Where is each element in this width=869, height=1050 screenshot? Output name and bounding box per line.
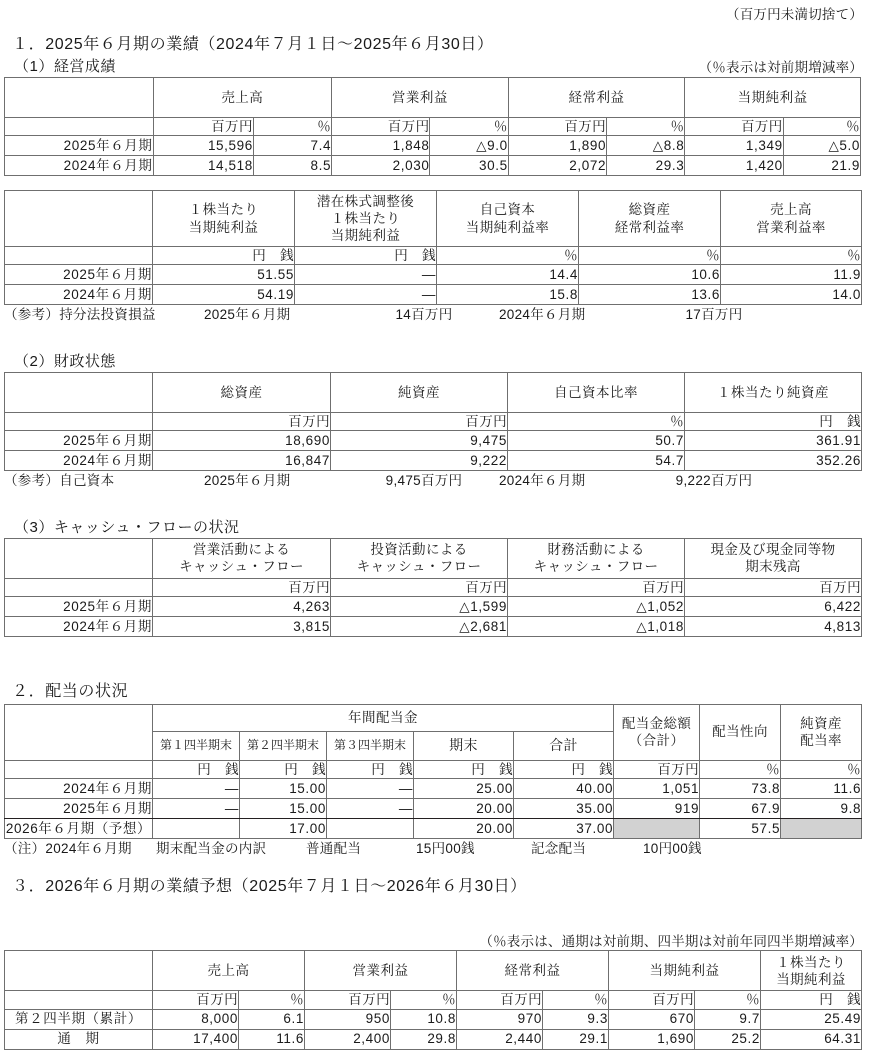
header-total-assets: 総資産 xyxy=(153,373,331,413)
header-line: 現金及び現金同等物 xyxy=(710,542,836,558)
spacer xyxy=(0,899,869,933)
cell-value: 6,422 xyxy=(685,597,862,617)
header-line: 自己資本 xyxy=(479,202,536,218)
table-row-units xyxy=(5,991,862,1009)
unit-cell: 百万円 xyxy=(153,991,239,1009)
cell-value xyxy=(327,818,414,838)
section-1-2-title: （2）財政状態 xyxy=(14,353,116,371)
unit-cell: 百万円 xyxy=(153,413,331,431)
spacer xyxy=(0,491,869,517)
row-label: 2024年６月期 xyxy=(5,617,153,637)
unit-cell: ％ xyxy=(695,991,761,1009)
unit-cell: ％ xyxy=(781,760,862,778)
reference-period-2: 2024年６月期 xyxy=(499,307,586,323)
cell-value: 670 xyxy=(609,1009,695,1029)
header-investing-cash-flow xyxy=(331,538,508,578)
cell-value: 1,690 xyxy=(609,1029,695,1049)
cell-value: 35.00 xyxy=(514,798,614,818)
cell-value: 8,000 xyxy=(153,1009,239,1029)
cell-value: 950 xyxy=(305,1009,391,1029)
header-ordinary-income: 経常利益 xyxy=(457,951,609,991)
table-row-header xyxy=(5,373,862,413)
cell-value: ― xyxy=(295,285,437,305)
unit-cell: 百万円 xyxy=(508,117,606,135)
cell-value: 25.2 xyxy=(695,1029,761,1049)
table-row-header xyxy=(5,191,862,247)
note-value-1: 15円00銭 xyxy=(416,840,475,856)
note-item-2: 記念配当 xyxy=(531,840,587,856)
cell-value: 7.4 xyxy=(253,136,331,156)
section-3-title: ３．2026年６月期の業績予想（2025年７月１日～2026年６月30日） xyxy=(12,878,527,896)
table-row xyxy=(5,136,861,156)
financial-position-table xyxy=(4,372,862,471)
table-row-units xyxy=(5,117,861,135)
header-line: 配当率 xyxy=(800,733,842,749)
cell-value: 361.91 xyxy=(685,431,862,451)
row-label: 2025年６月期 xyxy=(5,597,153,617)
header-ordinary-income: 経常利益 xyxy=(508,77,685,117)
cell-value: 1,848 xyxy=(332,136,430,156)
header-line: （合計） xyxy=(628,733,685,749)
cell-value-shaded xyxy=(614,818,700,838)
unit-cell: ％ xyxy=(700,760,781,778)
cell-value-shaded xyxy=(781,818,862,838)
unit-corner xyxy=(5,760,153,778)
spacer xyxy=(0,858,869,876)
corner-cell xyxy=(5,191,153,247)
unit-cell: ％ xyxy=(721,247,862,265)
cell-value: 1,051 xyxy=(614,778,700,798)
header-line: 配当性向 xyxy=(712,724,768,740)
row-label: 2026年６月期（予想） xyxy=(5,818,153,838)
cell-value: 15.00 xyxy=(240,798,327,818)
table-row xyxy=(5,798,862,818)
unit-cell: 円 銭 xyxy=(153,760,240,778)
unit-corner xyxy=(5,117,154,135)
cell-value: 64.31 xyxy=(761,1029,862,1049)
cell-value: 29.3 xyxy=(607,156,685,176)
row-label: 通 期 xyxy=(5,1029,153,1049)
cell-value: 919 xyxy=(614,798,700,818)
unit-cell: ％ xyxy=(437,247,579,265)
header-line: 営業活動による xyxy=(192,542,291,558)
unit-cell: ％ xyxy=(579,247,721,265)
reference-label: （参考）持分法投資損益 xyxy=(4,307,156,323)
cell-value: 2,400 xyxy=(305,1029,391,1049)
unit-cell: 百万円 xyxy=(331,578,508,596)
cell-value: 15,596 xyxy=(153,136,253,156)
cell-value: 54.19 xyxy=(153,285,295,305)
header-payout-ratio xyxy=(700,704,781,760)
subheader-q1-end: 第１四半期末 xyxy=(153,731,240,760)
header-line: キャッシュ・フロー xyxy=(533,559,659,575)
cell-value: 29.1 xyxy=(543,1029,609,1049)
cell-value: 15.00 xyxy=(240,778,327,798)
spacer xyxy=(0,325,869,351)
cell-value: 2,440 xyxy=(457,1029,543,1049)
section-3-note: （％表示は、通期は対前期、四半期は対前年同四半期増減率） xyxy=(479,933,863,949)
header-net-assets: 純資産 xyxy=(331,373,508,413)
cell-value: 11.9 xyxy=(721,265,862,285)
unit-cell: 円 銭 xyxy=(514,760,614,778)
cell-value: 25.00 xyxy=(414,778,514,798)
subheader-total: 合計 xyxy=(514,731,614,760)
header-line: １株当たり xyxy=(776,954,846,970)
header-total-dividends xyxy=(614,704,700,760)
cell-value: 1,420 xyxy=(685,156,783,176)
header-line: 財務活動による xyxy=(547,542,645,558)
unit-cell: 百万円 xyxy=(153,578,331,596)
header-operating-cash-flow xyxy=(153,538,331,578)
unit-cell: 百万円 xyxy=(614,760,700,778)
cell-value: 9.7 xyxy=(695,1009,761,1029)
cell-value: ― xyxy=(153,778,240,798)
cell-value: 14.4 xyxy=(437,265,579,285)
corner-cell xyxy=(5,373,153,413)
reference-label: （参考）自己資本 xyxy=(4,473,115,489)
cell-value: 3,815 xyxy=(153,617,331,637)
cell-value: 20.00 xyxy=(414,798,514,818)
table-row xyxy=(5,617,862,637)
header-eps xyxy=(153,191,295,247)
section-1-1-heading-row xyxy=(0,56,869,77)
row-label: 2024年６月期 xyxy=(5,778,153,798)
header-line: 潜在株式調整後 xyxy=(316,193,415,209)
unit-cell: 百万円 xyxy=(685,117,783,135)
cell-value: 67.9 xyxy=(700,798,781,818)
table-row-header xyxy=(5,538,862,578)
header-operating-income: 営業利益 xyxy=(305,951,457,991)
table-row-header-group xyxy=(5,704,862,731)
equity-method-reference xyxy=(0,305,869,325)
corner-cell xyxy=(5,538,153,578)
cash-flow-table xyxy=(4,538,862,637)
cell-value: 2,030 xyxy=(332,156,430,176)
table-row xyxy=(5,265,862,285)
cell-value: ― xyxy=(153,798,240,818)
header-line: １株当たり xyxy=(188,202,259,218)
row-label: 2025年６月期 xyxy=(5,798,153,818)
subheader-q2-end: 第２四半期末 xyxy=(240,731,327,760)
reference-period-2: 2024年６月期 xyxy=(499,473,586,489)
unit-cell: ％ xyxy=(430,117,508,135)
table-row-forecast xyxy=(5,818,862,838)
header-line: 配当金総額 xyxy=(621,715,692,731)
cell-value: 73.8 xyxy=(700,778,781,798)
table-row-units xyxy=(5,760,862,778)
cell-value: 29.8 xyxy=(391,1029,457,1049)
reference-value-1: 14百万円 xyxy=(395,307,453,323)
equity-reference xyxy=(0,471,869,491)
cell-value: 10.6 xyxy=(579,265,721,285)
cell-value: 14,518 xyxy=(153,156,253,176)
note-item-1: 普通配当 xyxy=(306,840,362,856)
cell-value: 54.7 xyxy=(508,451,685,471)
header-eps xyxy=(761,951,862,991)
cell-value: 15.8 xyxy=(437,285,579,305)
unit-cell: ％ xyxy=(391,991,457,1009)
cell-value: 37.00 xyxy=(514,818,614,838)
header-line: 純資産 xyxy=(800,715,842,731)
cell-value: 17.00 xyxy=(240,818,327,838)
cell-value: 1,349 xyxy=(685,136,783,156)
table-row xyxy=(5,1029,862,1049)
spacer xyxy=(0,637,869,681)
cell-value: 18,690 xyxy=(153,431,331,451)
unit-cell: ％ xyxy=(239,991,305,1009)
cell-value: 352.26 xyxy=(685,451,862,471)
note-description: 期末配当金の内訳 xyxy=(156,840,267,856)
header-roa xyxy=(579,191,721,247)
cell-value: 11.6 xyxy=(781,778,862,798)
unit-cell: 円 銭 xyxy=(240,760,327,778)
subheader-q3-end: 第３四半期末 xyxy=(327,731,414,760)
earnings-forecast-table xyxy=(4,950,862,1049)
unit-cell: 百万円 xyxy=(457,991,543,1009)
unit-cell: ％ xyxy=(783,117,860,135)
table-row xyxy=(5,1009,862,1029)
header-line: 総資産 xyxy=(628,202,671,218)
header-line: キャッシュ・フロー xyxy=(179,559,304,575)
dividend-note xyxy=(0,839,869,859)
section-1-1-note: （％表示は対前期増減率） xyxy=(698,60,863,76)
header-line: 経常利益率 xyxy=(614,219,685,235)
row-label: 第２四半期（累計） xyxy=(5,1009,153,1029)
row-label: 2024年６月期 xyxy=(5,156,154,176)
table-row-units xyxy=(5,578,862,596)
unit-cell: ％ xyxy=(508,413,685,431)
cell-value: 6.1 xyxy=(239,1009,305,1029)
unit-cell: 円 銭 xyxy=(295,247,437,265)
cell-value: △2,681 xyxy=(331,617,508,637)
header-net-income: 当期純利益 xyxy=(685,77,861,117)
unit-cell: 百万円 xyxy=(332,117,430,135)
unit-cell: 円 銭 xyxy=(327,760,414,778)
section-2-title: ２．配当の状況 xyxy=(12,683,129,701)
reference-value-1: 9,475百万円 xyxy=(385,473,463,489)
unit-cell: 円 銭 xyxy=(153,247,295,265)
cell-value: △5.0 xyxy=(783,136,860,156)
table-row-header xyxy=(5,77,861,117)
unit-cell: 百万円 xyxy=(609,991,695,1009)
table-row xyxy=(5,285,862,305)
header-bps: １株当たり純資産 xyxy=(685,373,862,413)
note-value-2: 10円00銭 xyxy=(643,840,702,856)
cell-value xyxy=(153,818,240,838)
cell-value: 9.8 xyxy=(781,798,862,818)
cell-value: △9.0 xyxy=(430,136,508,156)
header-roe xyxy=(437,191,579,247)
operating-results-table xyxy=(4,77,861,176)
unit-corner xyxy=(5,991,153,1009)
header-net-sales: 売上高 xyxy=(153,951,305,991)
table-row xyxy=(5,156,861,176)
cell-value: △1,052 xyxy=(508,597,685,617)
unit-cell: 百万円 xyxy=(685,578,862,596)
cell-value: 11.6 xyxy=(239,1029,305,1049)
header-line: 当期純利益 xyxy=(330,228,401,244)
header-line: 営業利益率 xyxy=(756,219,826,235)
unit-cell: 百万円 xyxy=(305,991,391,1009)
cell-value: ― xyxy=(327,798,414,818)
header-operating-income: 営業利益 xyxy=(332,77,509,117)
subheader-year-end: 期末 xyxy=(414,731,514,760)
cell-value: 2,072 xyxy=(508,156,606,176)
cell-value: 4,263 xyxy=(153,597,331,617)
cell-value: 21.9 xyxy=(783,156,860,176)
row-label: 2025年６月期 xyxy=(5,431,153,451)
header-line: 投資活動による xyxy=(370,542,468,558)
cell-value: 9.3 xyxy=(543,1009,609,1029)
cell-value: 1,890 xyxy=(508,136,606,156)
unit-cell: ％ xyxy=(607,117,685,135)
note-prefix: （注）2024年６月期 xyxy=(4,840,132,856)
cell-value: 17,400 xyxy=(153,1029,239,1049)
header-net-sales: 売上高 xyxy=(153,77,332,117)
cell-value: 20.00 xyxy=(414,818,514,838)
unit-cell: 百万円 xyxy=(508,578,685,596)
unit-corner xyxy=(5,247,153,265)
cell-value: 4,813 xyxy=(685,617,862,637)
rounding-note: （百万円未満切捨て） xyxy=(726,7,863,22)
row-label: 2024年６月期 xyxy=(5,451,153,471)
unit-cell: 円 銭 xyxy=(685,413,862,431)
cell-value: ― xyxy=(295,265,437,285)
cell-value: △8.8 xyxy=(607,136,685,156)
cell-value: 57.5 xyxy=(700,818,781,838)
section-1-title: １．2025年６月期の業績（2024年７月１日～2025年６月30日） xyxy=(12,35,494,53)
row-label: 2025年６月期 xyxy=(5,265,153,285)
section-1-1-title: （1）経営成績 xyxy=(14,57,116,75)
table-row-units xyxy=(5,413,862,431)
cell-value: 25.49 xyxy=(761,1009,862,1029)
header-annual-dividends: 年間配当金 xyxy=(153,704,614,731)
header-line: １株当たり xyxy=(330,211,401,227)
header-line: 当期純利益 xyxy=(188,219,259,235)
unit-corner xyxy=(5,413,153,431)
cell-value: 13.6 xyxy=(579,285,721,305)
header-financing-cash-flow xyxy=(508,538,685,578)
header-dividend-on-equity xyxy=(781,704,862,760)
unit-cell: 円 銭 xyxy=(414,760,514,778)
header-line: 当期純利益率 xyxy=(465,219,550,235)
header-line: 当期純利益 xyxy=(776,971,846,987)
cell-value: 51.55 xyxy=(153,265,295,285)
reference-period-1: 2025年６月期 xyxy=(204,307,291,323)
reference-period-1: 2025年６月期 xyxy=(204,473,291,489)
table-row xyxy=(5,431,862,451)
header-diluted-eps xyxy=(295,191,437,247)
cell-value: 10.8 xyxy=(391,1009,457,1029)
unit-cell: 百万円 xyxy=(153,117,253,135)
spacer xyxy=(0,176,869,190)
header-cash-equivalents-end xyxy=(685,538,862,578)
dividends-table xyxy=(4,704,862,839)
unit-cell: 百万円 xyxy=(331,413,508,431)
cell-value: 16,847 xyxy=(153,451,331,471)
section-1-3-title: （3）キャッシュ・フローの状況 xyxy=(14,518,240,536)
table-row-header xyxy=(5,951,862,991)
corner-cell xyxy=(5,704,153,760)
header-net-income: 当期純利益 xyxy=(609,951,761,991)
cell-value: 8.5 xyxy=(253,156,331,176)
cell-value: △1,018 xyxy=(508,617,685,637)
cell-value: 14.0 xyxy=(721,285,862,305)
reference-value-2: 17百万円 xyxy=(685,307,743,323)
table-row xyxy=(5,778,862,798)
table-row-units xyxy=(5,247,862,265)
table-row xyxy=(5,451,862,471)
unit-cell: ％ xyxy=(253,117,331,135)
per-share-metrics-table xyxy=(4,190,862,305)
row-label: 2024年６月期 xyxy=(5,285,153,305)
spacer-after-top-note xyxy=(0,24,869,34)
header-line: 期末残高 xyxy=(745,559,801,575)
cell-value: 970 xyxy=(457,1009,543,1029)
corner-cell xyxy=(5,951,153,991)
table-row xyxy=(5,597,862,617)
row-label: 2025年６月期 xyxy=(5,136,154,156)
cell-value: 9,475 xyxy=(331,431,508,451)
cell-value: 9,222 xyxy=(331,451,508,471)
cell-value: △1,599 xyxy=(331,597,508,617)
unit-cell: ％ xyxy=(543,991,609,1009)
unit-cell: 円 銭 xyxy=(761,991,862,1009)
cell-value: 40.00 xyxy=(514,778,614,798)
header-operating-margin xyxy=(721,191,862,247)
cell-value: 50.7 xyxy=(508,431,685,451)
reference-value-2: 9,222百万円 xyxy=(675,473,753,489)
header-equity-ratio: 自己資本比率 xyxy=(508,373,685,413)
header-line: キャッシュ・フロー xyxy=(356,559,482,575)
header-line: 売上高 xyxy=(770,202,812,218)
corner-cell xyxy=(5,77,154,117)
unit-corner xyxy=(5,578,153,596)
cell-value: ― xyxy=(327,778,414,798)
cell-value: 30.5 xyxy=(430,156,508,176)
